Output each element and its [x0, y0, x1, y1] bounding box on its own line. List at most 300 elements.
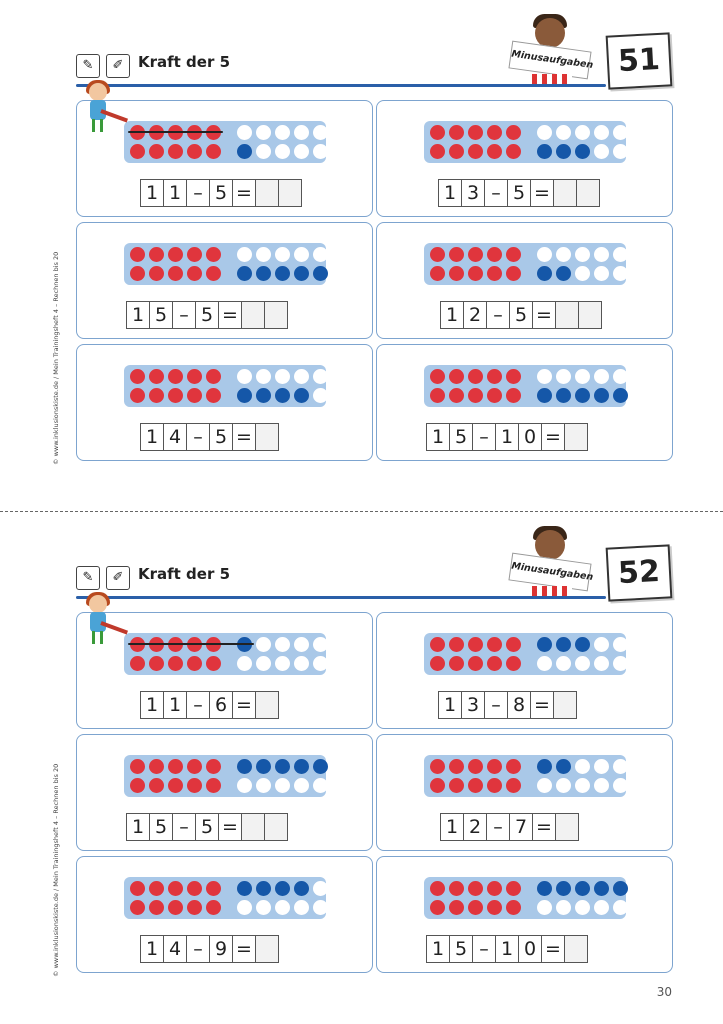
red-counter — [449, 759, 464, 774]
empty-counter — [237, 900, 252, 915]
red-counter — [187, 778, 202, 793]
equation-cell: 1 — [495, 423, 519, 451]
blue-counter — [594, 881, 609, 896]
red-counter — [430, 247, 445, 262]
equation — [141, 423, 279, 451]
red-counter — [206, 388, 221, 403]
empty-counter — [556, 778, 571, 793]
red-counter — [487, 266, 502, 281]
pencil-check-icon: ✐ — [106, 54, 130, 78]
answer-cell[interactable] — [553, 691, 577, 719]
blue-counter — [556, 637, 571, 652]
blue-counter — [237, 266, 252, 281]
equation-cell: = — [232, 423, 256, 451]
equation-cell: 1 — [163, 179, 187, 207]
red-counter — [487, 656, 502, 671]
red-counter — [487, 125, 502, 140]
empty-counter — [556, 125, 571, 140]
empty-counter — [237, 656, 252, 671]
red-counter — [449, 637, 464, 652]
empty-counter — [594, 778, 609, 793]
red-counter — [149, 369, 164, 384]
red-counter — [506, 759, 521, 774]
red-counter — [430, 125, 445, 140]
empty-counter — [613, 900, 628, 915]
empty-counter — [256, 125, 271, 140]
red-counter — [430, 144, 445, 159]
blue-counter — [575, 144, 590, 159]
red-counter — [187, 247, 202, 262]
equation-cell: – — [172, 301, 196, 329]
equation-cell: 3 — [461, 179, 485, 207]
header-rule — [76, 84, 606, 87]
header-rule — [76, 596, 606, 599]
red-counter — [487, 637, 502, 652]
equation-cell: 8 — [507, 691, 531, 719]
blue-counter — [556, 388, 571, 403]
empty-counter — [275, 144, 290, 159]
red-counter — [430, 900, 445, 915]
empty-counter — [313, 144, 328, 159]
empty-counter — [275, 125, 290, 140]
empty-counter — [613, 778, 628, 793]
red-counter — [130, 369, 145, 384]
answer-cell[interactable] — [241, 813, 265, 841]
girl-leg — [100, 119, 103, 132]
empty-counter — [294, 656, 309, 671]
red-counter — [506, 778, 521, 793]
red-counter — [449, 125, 464, 140]
red-counter — [130, 266, 145, 281]
equation-cell: 6 — [209, 691, 233, 719]
exercise-card — [376, 856, 673, 973]
red-counter — [149, 759, 164, 774]
red-counter — [449, 388, 464, 403]
red-counter — [487, 144, 502, 159]
red-counter — [468, 759, 483, 774]
equation-cell: – — [484, 691, 508, 719]
twenty-frame — [424, 877, 626, 919]
red-counter — [130, 388, 145, 403]
strike-line — [128, 131, 223, 133]
red-counter — [506, 881, 521, 896]
equation-cell: 5 — [149, 301, 173, 329]
red-counter — [206, 247, 221, 262]
red-counter — [468, 144, 483, 159]
equation-cell: 5 — [209, 179, 233, 207]
red-counter — [149, 778, 164, 793]
equation-cell: – — [186, 179, 210, 207]
empty-counter — [613, 637, 628, 652]
answer-cell[interactable] — [241, 301, 265, 329]
twenty-frame — [424, 755, 626, 797]
red-counter — [468, 266, 483, 281]
red-counter — [487, 369, 502, 384]
girl-head — [89, 595, 107, 613]
blue-counter — [556, 144, 571, 159]
empty-counter — [613, 144, 628, 159]
red-counter — [449, 247, 464, 262]
equation — [127, 813, 288, 841]
empty-counter — [537, 656, 552, 671]
blue-counter — [537, 759, 552, 774]
worksheet-page — [0, 0, 723, 470]
blue-counter — [294, 759, 309, 774]
empty-counter — [594, 900, 609, 915]
empty-counter — [575, 778, 590, 793]
red-counter — [506, 266, 521, 281]
exercise-number: 52 — [606, 544, 673, 601]
twenty-frame — [124, 755, 326, 797]
equation-cell: 5 — [195, 813, 219, 841]
blue-counter — [275, 388, 290, 403]
empty-counter — [594, 247, 609, 262]
answer-cell[interactable] — [255, 935, 279, 963]
red-counter — [168, 881, 183, 896]
red-counter — [149, 881, 164, 896]
empty-counter — [613, 759, 628, 774]
equation-cell: 5 — [507, 179, 531, 207]
red-counter — [149, 388, 164, 403]
blue-counter — [556, 881, 571, 896]
red-counter — [149, 656, 164, 671]
red-counter — [506, 125, 521, 140]
red-counter — [130, 778, 145, 793]
girl-leg — [92, 119, 95, 132]
red-counter — [149, 266, 164, 281]
red-counter — [206, 369, 221, 384]
blue-counter — [575, 881, 590, 896]
red-counter — [468, 388, 483, 403]
equation-cell: = — [232, 179, 256, 207]
equation-cell: 4 — [163, 935, 187, 963]
blue-counter — [256, 881, 271, 896]
twenty-frame — [124, 633, 326, 675]
red-counter — [187, 388, 202, 403]
empty-counter — [313, 881, 328, 896]
equation — [427, 935, 588, 963]
empty-counter — [556, 656, 571, 671]
red-counter — [487, 881, 502, 896]
equation-cell: 1 — [438, 691, 462, 719]
blue-counter — [594, 388, 609, 403]
empty-counter — [556, 900, 571, 915]
equation-cell: 3 — [461, 691, 485, 719]
blue-counter — [237, 388, 252, 403]
blue-counter — [256, 759, 271, 774]
empty-counter — [313, 637, 328, 652]
page-number: 30 — [656, 985, 672, 999]
blue-counter — [237, 144, 252, 159]
empty-counter — [613, 125, 628, 140]
red-counter — [449, 266, 464, 281]
equation-cell: 2 — [463, 813, 487, 841]
empty-counter — [275, 247, 290, 262]
red-counter — [149, 247, 164, 262]
empty-counter — [594, 266, 609, 281]
empty-counter — [594, 656, 609, 671]
red-counter — [130, 247, 145, 262]
equation-cell: = — [532, 813, 556, 841]
answer-cell[interactable] — [255, 691, 279, 719]
empty-counter — [556, 369, 571, 384]
blue-counter — [556, 759, 571, 774]
empty-counter — [537, 369, 552, 384]
answer-cell[interactable] — [264, 813, 288, 841]
equation-cell: 1 — [140, 935, 164, 963]
red-counter — [430, 388, 445, 403]
section-title: Kraft der 5 — [138, 565, 231, 583]
blue-counter — [537, 388, 552, 403]
blue-counter — [556, 266, 571, 281]
equation-cell: 1 — [438, 179, 462, 207]
equation-cell: 9 — [209, 935, 233, 963]
equation-cell: 5 — [209, 423, 233, 451]
red-counter — [506, 144, 521, 159]
red-counter — [449, 369, 464, 384]
blue-counter — [275, 759, 290, 774]
empty-counter — [575, 900, 590, 915]
twenty-frame — [124, 877, 326, 919]
empty-counter — [575, 247, 590, 262]
red-counter — [168, 656, 183, 671]
red-counter — [487, 388, 502, 403]
equation-cell: 1 — [126, 813, 150, 841]
equation-cell: – — [186, 423, 210, 451]
equation-cell: = — [530, 691, 554, 719]
twenty-frame — [124, 365, 326, 407]
empty-counter — [275, 656, 290, 671]
exercise-card — [376, 100, 673, 217]
pencil-write-icon: ✎ — [76, 54, 100, 78]
empty-counter — [275, 778, 290, 793]
blue-counter — [237, 881, 252, 896]
equation-cell: 5 — [449, 935, 473, 963]
red-counter — [487, 778, 502, 793]
answer-cell[interactable] — [564, 935, 588, 963]
equation-cell: = — [218, 813, 242, 841]
empty-counter — [294, 125, 309, 140]
equation-cell: 1 — [140, 423, 164, 451]
answer-cell[interactable] — [264, 301, 288, 329]
red-counter — [206, 266, 221, 281]
empty-counter — [575, 125, 590, 140]
empty-counter — [313, 369, 328, 384]
red-counter — [168, 388, 183, 403]
blue-counter — [613, 388, 628, 403]
blue-counter — [537, 881, 552, 896]
red-counter — [449, 144, 464, 159]
exercise-card — [376, 612, 673, 729]
equation-cell: 1 — [140, 691, 164, 719]
checkered-flag — [532, 586, 572, 596]
red-counter — [430, 881, 445, 896]
exercise-card — [76, 344, 373, 461]
twenty-frame — [124, 243, 326, 285]
red-counter — [487, 247, 502, 262]
empty-counter — [275, 637, 290, 652]
equation — [427, 423, 588, 451]
blue-counter — [313, 759, 328, 774]
exercise-card — [76, 100, 373, 217]
answer-cell[interactable] — [576, 179, 600, 207]
red-counter — [130, 900, 145, 915]
red-counter — [430, 637, 445, 652]
empty-counter — [294, 900, 309, 915]
equation — [439, 691, 577, 719]
equation-cell: = — [232, 691, 256, 719]
girl-head — [89, 83, 107, 101]
equation-cell: 5 — [449, 423, 473, 451]
blue-counter — [575, 388, 590, 403]
red-counter — [187, 900, 202, 915]
equation-cell: 4 — [163, 423, 187, 451]
answer-cell[interactable] — [555, 301, 579, 329]
empty-counter — [313, 125, 328, 140]
equation-cell: = — [232, 935, 256, 963]
equation-cell: 2 — [463, 301, 487, 329]
empty-counter — [575, 656, 590, 671]
empty-counter — [237, 125, 252, 140]
blue-counter — [613, 881, 628, 896]
exercise-card — [76, 734, 373, 851]
twenty-frame — [424, 243, 626, 285]
empty-counter — [575, 369, 590, 384]
red-counter — [206, 881, 221, 896]
red-counter — [449, 778, 464, 793]
answer-cell[interactable] — [255, 423, 279, 451]
empty-counter — [537, 778, 552, 793]
red-counter — [468, 637, 483, 652]
red-counter — [506, 637, 521, 652]
empty-counter — [537, 900, 552, 915]
pencil-check-icon: ✐ — [106, 566, 130, 590]
pencil-write-icon: ✎ — [76, 566, 100, 590]
red-counter — [506, 369, 521, 384]
equation — [441, 813, 579, 841]
empty-counter — [594, 125, 609, 140]
blue-counter — [256, 266, 271, 281]
red-counter — [206, 900, 221, 915]
red-counter — [449, 881, 464, 896]
red-counter — [187, 266, 202, 281]
red-counter — [187, 656, 202, 671]
blue-counter — [575, 637, 590, 652]
red-counter — [130, 759, 145, 774]
badge-label: Minusaufgaben — [508, 41, 591, 80]
equation — [141, 935, 279, 963]
empty-counter — [313, 247, 328, 262]
blue-counter — [313, 266, 328, 281]
equation-cell: = — [541, 935, 565, 963]
strike-line — [128, 643, 254, 645]
answer-cell[interactable] — [553, 179, 577, 207]
red-counter — [187, 759, 202, 774]
red-counter — [187, 369, 202, 384]
empty-counter — [256, 369, 271, 384]
equation-cell: – — [486, 813, 510, 841]
red-counter — [506, 900, 521, 915]
red-counter — [487, 759, 502, 774]
red-counter — [506, 247, 521, 262]
exercise-card — [376, 734, 673, 851]
copyright-caption: © www.inklusionskiste.de / Mein Trainingsheft 4 – Rechnen bis 20 — [52, 763, 60, 977]
exercise-card — [76, 856, 373, 973]
red-counter — [206, 778, 221, 793]
red-counter — [206, 144, 221, 159]
red-counter — [430, 266, 445, 281]
equation-cell: – — [186, 691, 210, 719]
empty-counter — [313, 900, 328, 915]
empty-counter — [294, 778, 309, 793]
equation-cell: = — [532, 301, 556, 329]
red-counter — [449, 656, 464, 671]
equation-cell: 1 — [426, 935, 450, 963]
girl-leg — [100, 631, 103, 644]
red-counter — [130, 144, 145, 159]
empty-counter — [294, 144, 309, 159]
empty-counter — [237, 369, 252, 384]
empty-counter — [594, 759, 609, 774]
red-counter — [468, 900, 483, 915]
empty-counter — [313, 656, 328, 671]
red-counter — [506, 656, 521, 671]
blue-counter — [537, 637, 552, 652]
empty-counter — [613, 369, 628, 384]
empty-counter — [313, 778, 328, 793]
equation — [439, 179, 600, 207]
red-counter — [506, 388, 521, 403]
badge-label: Minusaufgaben — [508, 553, 591, 592]
answer-cell[interactable] — [555, 813, 579, 841]
red-counter — [187, 144, 202, 159]
red-counter — [168, 900, 183, 915]
empty-counter — [256, 637, 271, 652]
section-title: Kraft der 5 — [138, 53, 231, 71]
equation-cell: 1 — [163, 691, 187, 719]
answer-cell[interactable] — [255, 179, 279, 207]
equation-cell: 7 — [509, 813, 533, 841]
girl-leg — [92, 631, 95, 644]
exercise-card — [76, 612, 373, 729]
equation-cell: – — [172, 813, 196, 841]
equation-cell: – — [486, 301, 510, 329]
equation — [141, 691, 279, 719]
answer-cell[interactable] — [578, 301, 602, 329]
red-counter — [430, 369, 445, 384]
red-counter — [130, 656, 145, 671]
equation-cell: – — [472, 423, 496, 451]
blue-counter — [294, 881, 309, 896]
equation-cell: = — [218, 301, 242, 329]
empty-counter — [237, 247, 252, 262]
blue-counter — [237, 759, 252, 774]
answer-cell[interactable] — [564, 423, 588, 451]
twenty-frame — [424, 633, 626, 675]
empty-counter — [537, 247, 552, 262]
equation-cell: 1 — [126, 301, 150, 329]
blue-counter — [275, 881, 290, 896]
empty-counter — [237, 778, 252, 793]
red-counter — [149, 900, 164, 915]
empty-counter — [594, 144, 609, 159]
answer-cell[interactable] — [278, 179, 302, 207]
empty-counter — [294, 637, 309, 652]
blue-counter — [294, 388, 309, 403]
red-counter — [206, 759, 221, 774]
exercise-card — [76, 222, 373, 339]
empty-counter — [256, 247, 271, 262]
